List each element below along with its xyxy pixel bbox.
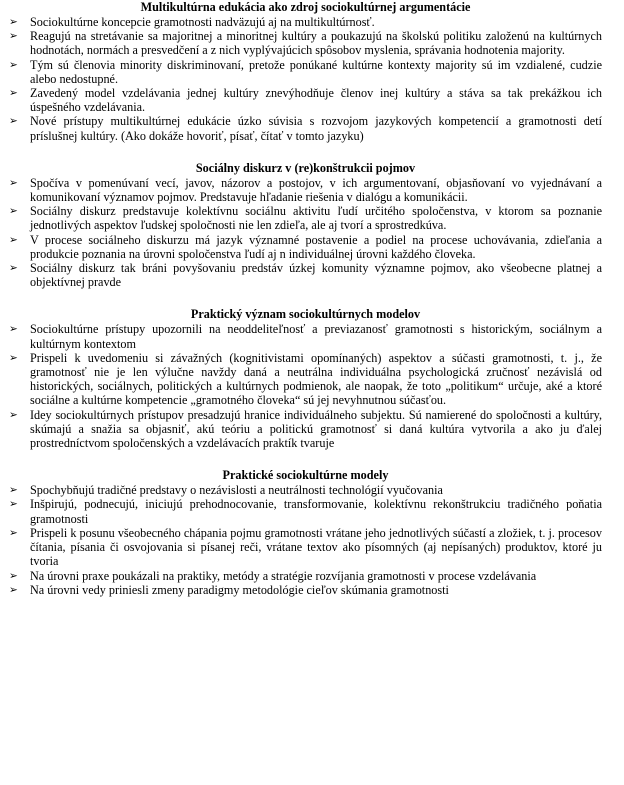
list-item: ➢ Sociálny diskurz predstavuje kolektívnu sociálnu aktivitu ľudí určitého spoločenstva, v ktorom sa poznanie jednotlivých aspektov ľudskej spoločnosti nie len zdieľa, ale aj tvorí a sprostredkúva.: [9, 204, 602, 233]
section-practical-meaning: [9, 307, 602, 450]
arrow-bullet-icon: ➢: [9, 569, 18, 582]
section-heading: Praktický význam sociokultúrnych modelov: [190, 307, 421, 322]
bullet-list: [9, 483, 602, 597]
list-item: ➢ Inšpirujú, podnecujú, iniciujú prehodnocovanie, transformovanie, kolektívnu rekonštrukciu tradičného poňatia gramotnosti: [9, 497, 602, 526]
bullet-list: [9, 176, 602, 290]
arrow-bullet-icon: ➢: [9, 484, 18, 497]
list-item: ➢ V procese sociálneho diskurzu má jazyk významné postavenie a podiel na procese uchovávania, zdieľania a produkcie poznania na úrovni spoločenstva ľudí aj n individuálnej úrovni každého človeka.: [9, 232, 602, 261]
arrow-bullet-icon: ➢: [9, 262, 18, 275]
arrow-bullet-icon: ➢: [9, 87, 18, 100]
arrow-bullet-icon: ➢: [9, 351, 18, 364]
list-item: ➢ Spočíva v pomenúvaní vecí, javov, názorov a postojov, v ich argumentovaní, objasňovaní vo vyjednávaní a komunikovaní významov pojmov. Predstavuje hľadanie riešenia v dialógu a komunikácii.: [9, 175, 602, 205]
arrow-bullet-icon: ➢: [9, 16, 18, 28]
list-item: ➢ Na úrovni praxe poukázali na praktiky, metódy a stratégie rozvíjania gramotnosti v procese vzdelávania: [9, 568, 537, 583]
list-item: ➢ Nové prístupy multikultúrnej edukácie úzko súvisia s rozvojom jazykových kompetencií a gramotnosti detí príslušnej kultúry. (Ako dokáže hovoriť, písať, čítať v tomto jazyku): [9, 114, 602, 143]
arrow-bullet-icon: ➢: [9, 233, 18, 246]
list-item: ➢ Zavedený model vzdelávania jednej kultúry znevýhodňuje členov inej kultúry a stáva sa tak prekážkou ich úspešného vzdelávania.: [9, 86, 602, 115]
list-item: ➢ Reagujú na stretávanie sa majoritnej a minoritnej kultúry a poukazujú na školskú politiku založenú na kultúrnych hodnotách, normách a presvedčení a z nich vyplývajúcich spôsobov myslenia, správania hodnotenia majority.: [9, 29, 602, 58]
section-multicultural-education: [9, 0, 602, 143]
section-practical-models: [9, 468, 602, 597]
list-item: ➢ Spochybňujú tradičné predstavy o nezávislosti a neutrálnosti technológií vyučovania: [9, 483, 443, 498]
section-social-discourse: [9, 161, 602, 290]
list-item: ➢ Sociálny diskurz tak bráni povyšovaniu predstáv úzkej komunity významne pojmov, ako všeobecne platnej a objektívnej pravde: [9, 261, 602, 290]
section-heading: Multikultúrna edukácia ako zdroj sociokultúrnej argumentácie: [140, 0, 471, 14]
arrow-bullet-icon: ➢: [9, 583, 18, 596]
arrow-bullet-icon: ➢: [9, 205, 18, 218]
section-heading: Praktické sociokultúrne modely: [222, 468, 389, 483]
list-item: ➢ Idey sociokultúrnych prístupov presadzujú hranice individuálneho subjektu. Sú namierené do spoločnosti a kultúry, skúmajú a snažia sa objasniť, akú teóriu a politickú gramotnosť si daná kultúra vytvorila a ako ju ďalej prostredníctvom spoločenských a vzdelávacích praktík tvaruje: [9, 407, 602, 451]
bullet-list: [9, 322, 602, 450]
bullet-list: [9, 15, 602, 143]
arrow-bullet-icon: ➢: [9, 176, 18, 189]
arrow-bullet-icon: ➢: [9, 526, 18, 539]
list-item: ➢ Tým sú členovia minority diskriminovaní, pretože ponúkané kultúrne kontexty majority sú im vzdialené, cudzie alebo nedostupné.: [9, 57, 602, 86]
arrow-bullet-icon: ➢: [9, 115, 18, 128]
list-item: ➢ Prispeli k posunu všeobecného chápania pojmu gramotnosti vrátane jeho jednotlivých súčastí a zložiek, t. j. procesov čítania, písania či osvojovania si písanej reči, vrátane textov ako písomných (aj nepísaných) produktov, ktoré ju tvoria: [9, 525, 602, 569]
arrow-bullet-icon: ➢: [9, 408, 18, 421]
section-heading: Sociálny diskurz v (re)konštrukcii pojmov: [195, 160, 416, 175]
arrow-bullet-icon: ➢: [9, 323, 18, 336]
list-item: ➢ Na úrovni vedy priniesli zmeny paradigmy metodológie cieľov skúmania gramotnosti: [9, 582, 449, 597]
arrow-bullet-icon: ➢: [9, 30, 18, 43]
arrow-bullet-icon: ➢: [9, 498, 18, 511]
arrow-bullet-icon: ➢: [9, 58, 18, 71]
list-item: ➢ Sociokultúrne prístupy upozornili na neoddeliteľnosť a previazanosť gramotnosti s historickým, sociálnym a kultúrnym kontextom: [9, 322, 602, 351]
list-item: ➢ Prispeli k uvedomeniu si závažných (kognitivistami opomínaných) aspektov a súčasti gramotnosti, t. j., že gramotnosť nie je len výlučne navždy daná a neutrálna individuálna psychologická zručnosť nezávislá od historických, sociálnych, politických a kultúrnych podmienok, ale naopak, že toto „politikum“ určuje, aké a ktoré sociálne a kultúrne kompetencie „gramotného človeka“ sú jej nevyhnutnou súčasťou.: [9, 350, 602, 408]
list-item: ➢ Sociokultúrne koncepcie gramotnosti nadväzujú aj na multikultúrnosť.: [9, 15, 375, 29]
